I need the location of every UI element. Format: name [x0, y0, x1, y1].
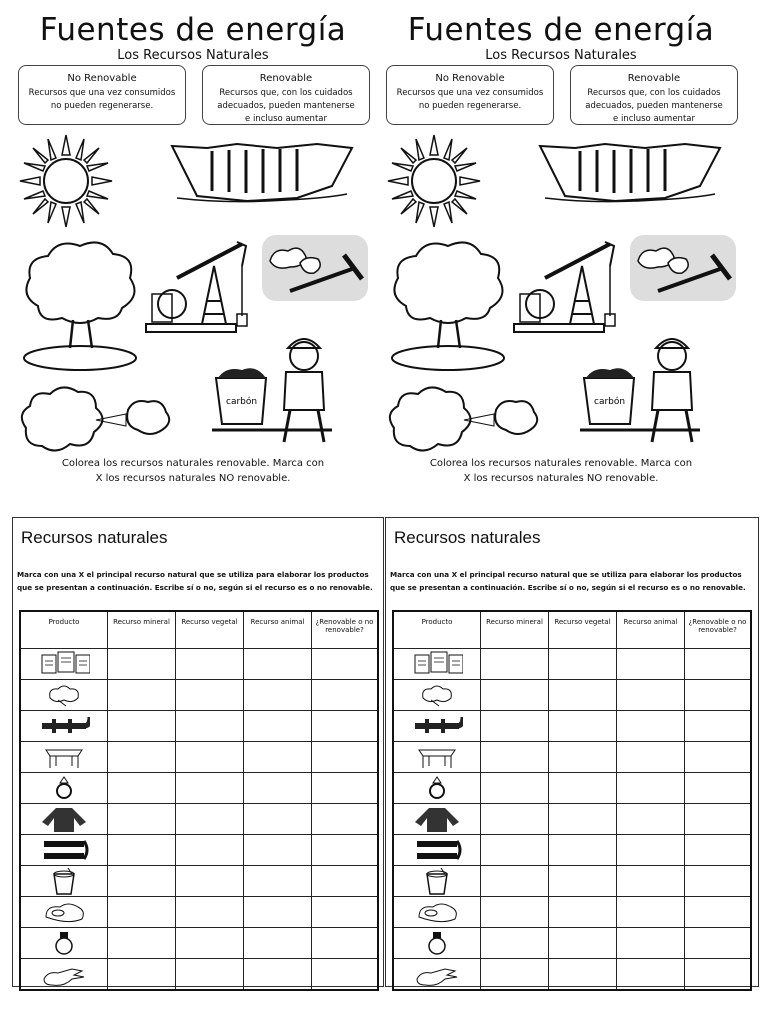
table-row — [393, 804, 751, 835]
answer-cell[interactable] — [176, 897, 244, 928]
answer-cell[interactable] — [244, 959, 312, 991]
carbon-label: carbón — [594, 397, 626, 407]
cotton-icon — [38, 680, 90, 710]
column-header: Recurso animal — [244, 611, 312, 649]
no-renovable-heading: No Renovable — [435, 73, 505, 84]
answer-cell[interactable] — [549, 711, 617, 742]
answer-cell[interactable] — [481, 866, 549, 897]
glove-icon — [38, 959, 90, 989]
answer-cell[interactable] — [617, 866, 685, 897]
answer-cell[interactable] — [312, 711, 379, 742]
glove-icon — [411, 959, 463, 989]
coal-hammer-icon — [260, 233, 370, 303]
cotton-icon — [411, 680, 463, 710]
column-header: Recurso vegetal — [549, 611, 617, 649]
coal-hammer-icon — [628, 233, 738, 303]
column-header: Producto — [393, 611, 481, 649]
answer-cell[interactable] — [685, 711, 752, 742]
table-row — [393, 680, 751, 711]
answer-cell[interactable] — [481, 773, 549, 804]
answer-cell[interactable] — [312, 897, 379, 928]
column-header: ¿Renovable o no renovable? — [685, 611, 752, 649]
product-cell — [393, 649, 481, 680]
books-icon — [411, 649, 463, 679]
answer-cell[interactable] — [685, 804, 752, 835]
table-row — [393, 711, 751, 742]
table-row — [20, 773, 378, 804]
answer-cell[interactable] — [617, 742, 685, 773]
answer-cell[interactable] — [685, 959, 752, 991]
no-renovable-box — [18, 65, 186, 125]
answer-cell[interactable] — [244, 711, 312, 742]
product-cell — [20, 959, 108, 991]
answer-cell[interactable] — [312, 835, 379, 866]
answer-cell[interactable] — [617, 928, 685, 959]
answer-cell[interactable] — [549, 804, 617, 835]
answer-cell[interactable] — [312, 866, 379, 897]
answer-cell[interactable] — [549, 835, 617, 866]
answer-cell[interactable] — [312, 928, 379, 959]
answer-cell[interactable] — [108, 835, 176, 866]
answer-cell[interactable] — [312, 742, 379, 773]
table-row — [393, 835, 751, 866]
product-cell — [20, 835, 108, 866]
pipe-icon — [38, 711, 90, 741]
table-row — [20, 649, 378, 680]
ring-icon — [38, 773, 90, 803]
answer-cell[interactable] — [176, 804, 244, 835]
answer-cell[interactable] — [244, 680, 312, 711]
answer-cell[interactable] — [549, 928, 617, 959]
renovable-box — [570, 65, 738, 125]
bread-icon — [411, 897, 463, 927]
product-cell — [20, 866, 108, 897]
books-icon — [38, 649, 90, 679]
answer-cell[interactable] — [312, 959, 379, 991]
ring-icon — [411, 773, 463, 803]
sweater-icon — [38, 804, 90, 834]
answer-cell[interactable] — [108, 773, 176, 804]
product-cell — [20, 804, 108, 835]
resources-table — [392, 610, 752, 991]
answer-cell[interactable] — [549, 773, 617, 804]
answer-cell[interactable] — [244, 742, 312, 773]
answer-cell[interactable] — [176, 680, 244, 711]
answer-cell[interactable] — [481, 959, 549, 991]
resources-instruction: Marca con una X el principal recurso natural que se utiliza para elaborar los productos que se presentan a continuación. Escribe sí o no, según si el recurso es o no renovable. — [17, 570, 373, 592]
answer-cell[interactable] — [549, 897, 617, 928]
column-header: ¿Renovable o no renovable? — [312, 611, 379, 649]
renovable-text: Recursos que, con los cuidados adecuados, pueden mantenerse e incluso aumentar — [585, 88, 723, 124]
answer-cell[interactable] — [685, 835, 752, 866]
table-row — [20, 742, 378, 773]
table-row — [20, 711, 378, 742]
smoke-cloud-icon — [16, 380, 176, 460]
miner-coal-cart-icon — [580, 326, 720, 446]
table-row — [393, 649, 751, 680]
answer-cell[interactable] — [108, 959, 176, 991]
product-cell — [393, 866, 481, 897]
answer-cell[interactable] — [685, 928, 752, 959]
answer-cell[interactable] — [549, 742, 617, 773]
sun-icon — [18, 133, 114, 229]
product-cell — [20, 680, 108, 711]
answer-cell[interactable] — [312, 804, 379, 835]
answer-cell[interactable] — [617, 773, 685, 804]
table-row — [20, 804, 378, 835]
answer-cell[interactable] — [617, 649, 685, 680]
yogurt-icon — [38, 866, 90, 896]
belt-icon — [411, 835, 463, 865]
sweater-icon — [411, 804, 463, 834]
product-cell — [20, 711, 108, 742]
no-renovable-heading: No Renovable — [67, 73, 137, 84]
answer-cell[interactable] — [244, 773, 312, 804]
yogurt-icon — [411, 866, 463, 896]
column-header: Recurso vegetal — [176, 611, 244, 649]
miner-coal-cart-icon — [212, 326, 352, 446]
table-header-row — [20, 611, 378, 649]
renovable-heading: Renovable — [259, 73, 313, 84]
worksheet-subtitle: Los Recursos Naturales — [485, 48, 637, 63]
answer-cell[interactable] — [108, 897, 176, 928]
answer-cell[interactable] — [617, 835, 685, 866]
product-cell — [393, 959, 481, 991]
answer-cell[interactable] — [685, 680, 752, 711]
bread-icon — [38, 897, 90, 927]
answer-cell[interactable] — [176, 742, 244, 773]
product-cell — [393, 835, 481, 866]
answer-cell[interactable] — [617, 711, 685, 742]
answer-cell[interactable] — [176, 711, 244, 742]
answer-cell[interactable] — [685, 773, 752, 804]
dam-icon — [535, 136, 725, 206]
answer-cell[interactable] — [481, 742, 549, 773]
column-header: Recurso animal — [617, 611, 685, 649]
worksheet-instructions — [380, 456, 742, 486]
instruction-line-2: X los recursos naturales NO renovable. — [463, 473, 659, 484]
table-row — [393, 866, 751, 897]
perfume-icon — [38, 928, 90, 958]
column-header: Recurso mineral — [481, 611, 549, 649]
product-cell — [393, 773, 481, 804]
pipe-icon — [411, 711, 463, 741]
answer-cell[interactable] — [481, 928, 549, 959]
product-cell — [393, 804, 481, 835]
renovable-text: Recursos que, con los cuidados adecuados, pueden mantenerse e incluso aumentar — [217, 88, 355, 124]
answer-cell[interactable] — [617, 959, 685, 991]
oil-pump-icon — [142, 236, 252, 336]
product-cell — [20, 742, 108, 773]
answer-cell[interactable] — [549, 649, 617, 680]
answer-cell[interactable] — [481, 711, 549, 742]
answer-cell[interactable] — [549, 680, 617, 711]
answer-cell[interactable] — [108, 742, 176, 773]
answer-cell[interactable] — [549, 959, 617, 991]
product-cell — [20, 773, 108, 804]
answer-cell[interactable] — [108, 649, 176, 680]
table-icon — [38, 742, 90, 772]
product-cell — [20, 928, 108, 959]
table-row — [20, 866, 378, 897]
table-row — [393, 897, 751, 928]
no-renovable-text: Recursos que una vez consumidos no pueden regenerarse. — [28, 88, 176, 111]
tree-icon — [18, 236, 144, 376]
table-row — [20, 928, 378, 959]
no-renovable-box — [386, 65, 554, 125]
column-header: Producto — [20, 611, 108, 649]
answer-cell[interactable] — [481, 649, 549, 680]
answer-cell[interactable] — [244, 928, 312, 959]
answer-cell[interactable] — [244, 835, 312, 866]
tree-icon — [386, 236, 512, 376]
table-row — [393, 773, 751, 804]
answer-cell[interactable] — [685, 649, 752, 680]
product-cell — [20, 649, 108, 680]
table-row — [393, 742, 751, 773]
answer-cell[interactable] — [244, 866, 312, 897]
answer-cell[interactable] — [685, 866, 752, 897]
renovable-box — [202, 65, 370, 125]
answer-cell[interactable] — [312, 773, 379, 804]
table-header-row — [393, 611, 751, 649]
product-cell — [393, 711, 481, 742]
resources-worksheet-right — [385, 517, 759, 987]
answer-cell[interactable] — [481, 897, 549, 928]
instruction-line-1: Colorea los recursos naturales renovable. Marca con — [61, 458, 325, 469]
answer-cell[interactable] — [312, 649, 379, 680]
product-cell — [20, 897, 108, 928]
answer-cell[interactable] — [176, 773, 244, 804]
product-cell — [393, 742, 481, 773]
sun-icon — [386, 133, 482, 229]
answer-cell[interactable] — [176, 959, 244, 991]
answer-cell[interactable] — [617, 680, 685, 711]
resources-worksheet-left — [12, 517, 384, 987]
smoke-cloud-icon — [384, 380, 544, 460]
carbon-label: carbón — [226, 397, 258, 407]
dam-icon — [167, 136, 357, 206]
worksheet-instructions — [12, 456, 374, 486]
table-row — [20, 897, 378, 928]
answer-cell[interactable] — [244, 649, 312, 680]
answer-cell[interactable] — [176, 835, 244, 866]
answer-cell[interactable] — [176, 928, 244, 959]
renovable-heading: Renovable — [627, 73, 681, 84]
instruction-line-1: Colorea los recursos naturales renovable. Marca con — [429, 458, 693, 469]
product-cell — [393, 928, 481, 959]
answer-cell[interactable] — [549, 866, 617, 897]
answer-cell[interactable] — [108, 928, 176, 959]
table-row — [20, 835, 378, 866]
table-row — [393, 959, 751, 991]
perfume-icon — [411, 928, 463, 958]
answer-cell[interactable] — [108, 804, 176, 835]
column-header: Recurso mineral — [108, 611, 176, 649]
answer-cell[interactable] — [481, 680, 549, 711]
answer-cell[interactable] — [108, 866, 176, 897]
resources-title: Recursos naturales — [394, 528, 541, 547]
instruction-line-2: X los recursos naturales NO renovable. — [95, 473, 291, 484]
answer-cell[interactable] — [176, 649, 244, 680]
product-cell — [393, 897, 481, 928]
answer-cell[interactable] — [685, 897, 752, 928]
energy-worksheet-right — [380, 8, 742, 488]
table-icon — [411, 742, 463, 772]
answer-cell[interactable] — [685, 742, 752, 773]
worksheet-title: Fuentes de energía — [407, 12, 715, 48]
oil-pump-icon — [510, 236, 620, 336]
no-renovable-text: Recursos que una vez consumidos no pueden regenerarse. — [396, 88, 544, 111]
table-row — [20, 959, 378, 991]
answer-cell[interactable] — [481, 835, 549, 866]
resources-title: Recursos naturales — [21, 528, 168, 547]
answer-cell[interactable] — [176, 866, 244, 897]
answer-cell[interactable] — [481, 804, 549, 835]
worksheet-title: Fuentes de energía — [39, 12, 347, 48]
belt-icon — [38, 835, 90, 865]
worksheet-subtitle: Los Recursos Naturales — [117, 48, 269, 63]
energy-worksheet-left — [12, 8, 374, 488]
product-cell — [393, 680, 481, 711]
table-row — [393, 928, 751, 959]
answer-cell[interactable] — [617, 897, 685, 928]
answer-cell[interactable] — [108, 711, 176, 742]
answer-cell[interactable] — [312, 680, 379, 711]
answer-cell[interactable] — [617, 804, 685, 835]
answer-cell[interactable] — [244, 804, 312, 835]
table-row — [20, 680, 378, 711]
resources-table — [19, 610, 379, 991]
answer-cell[interactable] — [108, 680, 176, 711]
resources-instruction: Marca con una X el principal recurso natural que se utiliza para elaborar los productos que se presentan a continuación. Escribe sí o no, según si el recurso es o no renovable. — [390, 570, 746, 592]
answer-cell[interactable] — [244, 897, 312, 928]
